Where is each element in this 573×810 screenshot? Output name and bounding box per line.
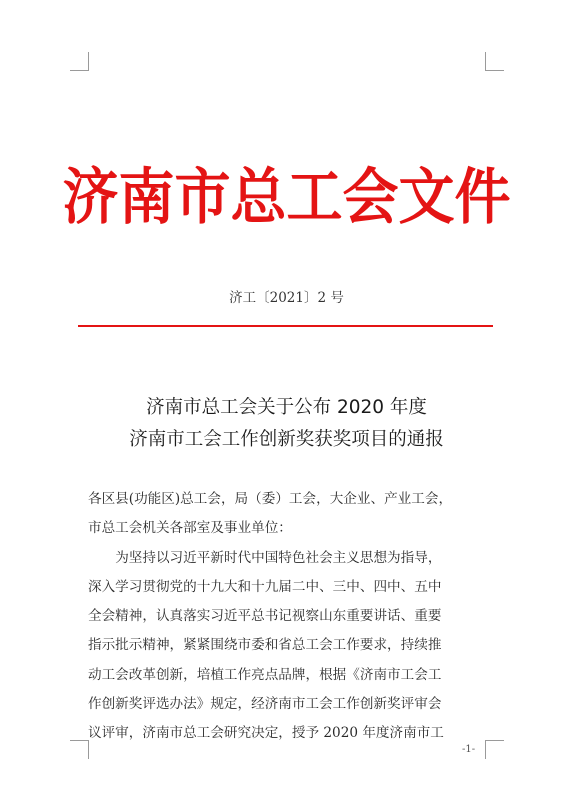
corner-mark-bottom-left: [70, 740, 89, 759]
recipients-line-1: 各区县(功能区)总工会，局（委）工会，大企业、产业工会，: [88, 491, 453, 507]
document-masthead: 济南市总工会文件: [62, 162, 511, 233]
document-title: [0, 392, 573, 456]
title-line-2: 济南市工会工作创新奖获奖项目的通报: [129, 429, 444, 450]
recipients-line-2: 市总工会机关各部室及事业单位：: [88, 520, 292, 537]
body-line: 指示批示精神，紧紧围绕市委和省总工会工作要求，持续推: [88, 637, 442, 654]
body-line: 动工会改革创新，培植工作亮点品牌，根据《济南市工会工: [88, 666, 442, 683]
body-line: 议评审，济南市总工会研究决定，授予 2020 年度济南市工: [88, 725, 444, 742]
red-separator-line: [78, 325, 493, 327]
body-line: 全会精神，认真落实习近平总书记视察山东重要讲话、重要: [88, 608, 442, 625]
document-number: 济工〔2021〕2 号: [229, 290, 344, 306]
corner-mark-top-right: [485, 52, 504, 71]
body-line: 深入学习贯彻党的十九大和十九届二中、三中、四中、五中: [88, 578, 442, 595]
corner-mark-top-left: [70, 52, 89, 71]
document-body: [88, 485, 488, 749]
body-line: 为坚持以习近平新时代中国特色社会主义思想为指导，: [115, 549, 442, 566]
title-line-1: 济南市总工会关于公布 2020 年度: [146, 397, 427, 418]
body-line: 作创新奖评选办法》规定，经济南市工会工作创新奖评审会: [88, 696, 442, 713]
page-number: -1-: [462, 744, 476, 755]
